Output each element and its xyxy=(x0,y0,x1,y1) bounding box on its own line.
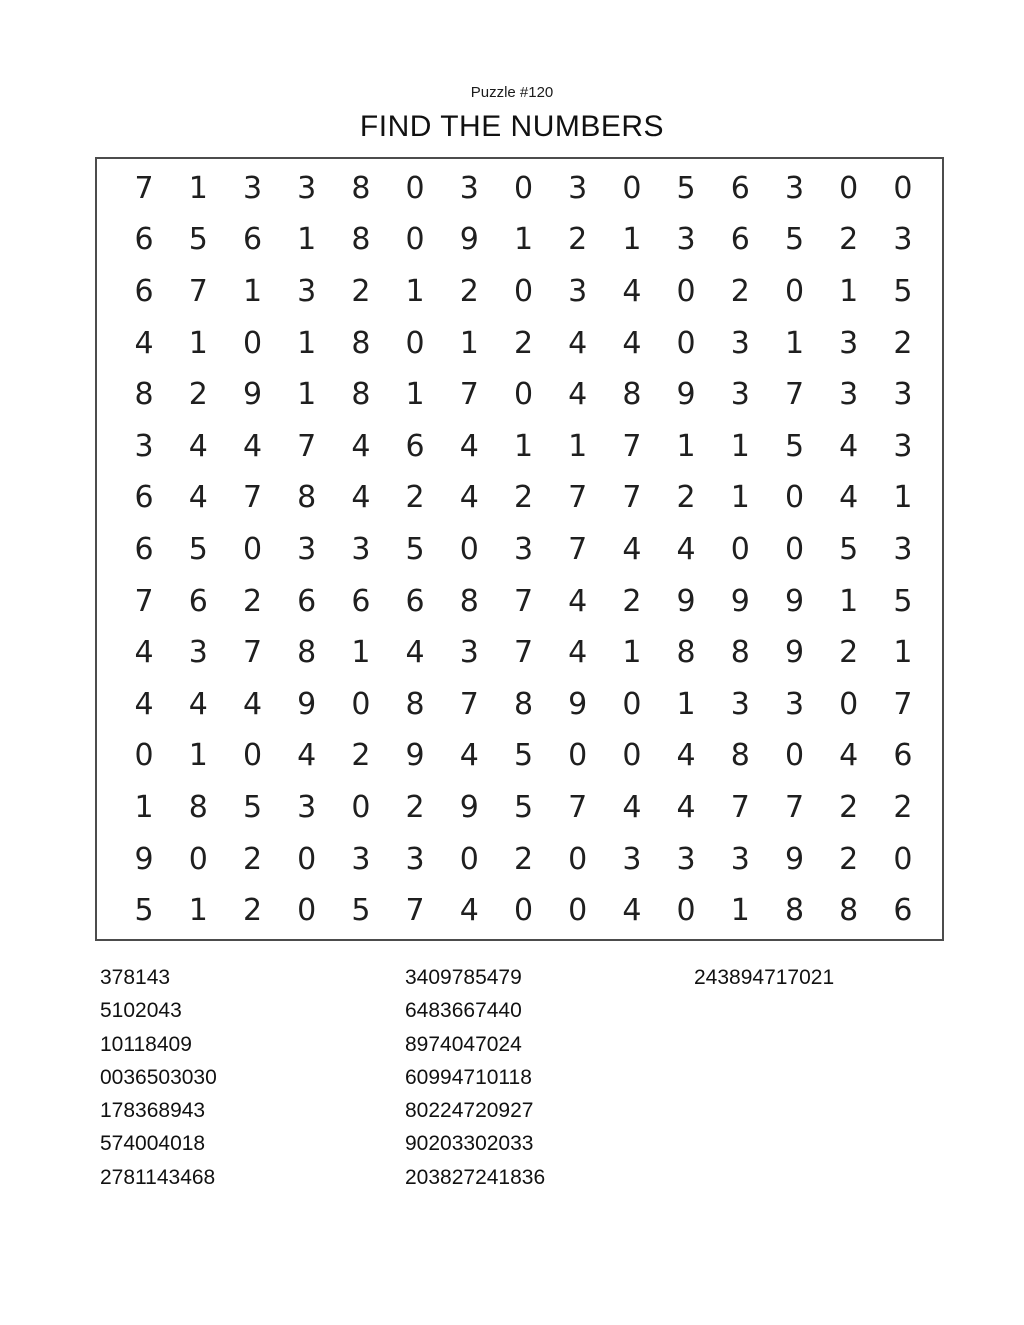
grid-cell: 8 xyxy=(297,480,317,516)
grid-cell: 0 xyxy=(676,893,696,929)
grid-cell: 2 xyxy=(405,789,425,825)
page-title: FIND THE NUMBERS xyxy=(359,110,665,143)
number-list-item: 243894717021 xyxy=(694,966,835,989)
grid-cell: 1 xyxy=(839,273,859,309)
grid-cell: 0 xyxy=(351,789,371,825)
grid-cell: 3 xyxy=(893,377,913,413)
grid-cell: 8 xyxy=(459,583,479,619)
grid-cell: 7 xyxy=(568,480,588,516)
grid-cell: 2 xyxy=(730,273,750,309)
grid-cell: 7 xyxy=(784,789,805,825)
grid-cell: 3 xyxy=(351,531,371,567)
grid-cell: 4 xyxy=(622,789,642,825)
grid-cell: 1 xyxy=(188,170,208,206)
grid-cell: 9 xyxy=(784,841,805,877)
puzzle-number-label: Puzzle #120 xyxy=(470,84,554,101)
grid-cell: 3 xyxy=(676,841,696,877)
grid-cell: 3 xyxy=(676,222,696,258)
grid-cell: 9 xyxy=(242,377,263,413)
grid-cell: 3 xyxy=(730,841,750,877)
grid-cell: 8 xyxy=(676,635,696,671)
grid-cell: 2 xyxy=(242,841,263,877)
grid-cell: 0 xyxy=(568,841,588,877)
grid-cell: 8 xyxy=(351,222,371,258)
grid-cell: 3 xyxy=(568,273,588,309)
grid-cell: 6 xyxy=(134,273,154,309)
grid-cell: 7 xyxy=(242,635,263,671)
grid-cell: 7 xyxy=(134,170,154,206)
grid-cell: 3 xyxy=(513,531,534,567)
grid-cell: 2 xyxy=(839,222,859,258)
number-list-item: 6483667440 xyxy=(405,999,522,1023)
grid-cell: 0 xyxy=(297,893,317,929)
grid-cell: 0 xyxy=(297,841,317,877)
grid-cell: 8 xyxy=(188,789,208,825)
grid-cell: 5 xyxy=(188,531,208,567)
grid-cell: 9 xyxy=(134,841,154,877)
grid-cell: 3 xyxy=(622,841,642,877)
grid-cell: 7 xyxy=(568,531,588,567)
grid-cell: 2 xyxy=(893,325,913,361)
grid-cell: 2 xyxy=(893,789,913,825)
grid-cell: 2 xyxy=(839,841,859,877)
grid-cell: 1 xyxy=(459,325,479,361)
grid-cell: 2 xyxy=(351,273,371,309)
grid-cell: 2 xyxy=(459,273,479,309)
grid-cell: 4 xyxy=(622,325,642,361)
grid-cell: 1 xyxy=(188,325,208,361)
grid-cell: 7 xyxy=(622,480,642,516)
grid-cell: 8 xyxy=(351,170,371,206)
grid-cell: 5 xyxy=(839,531,859,567)
grid-cell: 2 xyxy=(839,789,859,825)
grid-cell: 1 xyxy=(134,789,154,825)
grid-cell: 3 xyxy=(297,170,317,206)
grid-cell: 8 xyxy=(730,738,750,774)
number-list-item: 178368943 xyxy=(100,1099,206,1123)
grid-cell: 3 xyxy=(730,377,750,413)
grid-cell: 3 xyxy=(188,635,208,671)
grid-cell: 3 xyxy=(839,377,859,413)
grid-cell: 7 xyxy=(242,480,263,516)
grid-cell: 8 xyxy=(134,377,154,413)
grid-cell: 7 xyxy=(513,635,534,671)
grid-cell: 1 xyxy=(405,377,425,413)
grid-cell: 4 xyxy=(351,480,371,516)
grid-cell: 5 xyxy=(188,222,208,258)
grid-cell: 5 xyxy=(513,738,534,774)
grid-cell: 0 xyxy=(242,531,263,567)
number-list-column xyxy=(694,961,834,994)
number-list-item: 378143 xyxy=(100,966,171,989)
grid-cell: 8 xyxy=(784,893,805,929)
grid-cell: 2 xyxy=(839,635,859,671)
grid-cell: 1 xyxy=(622,222,642,258)
number-list-item: 203827241836 xyxy=(405,1165,546,1189)
number-list-item: 10118409 xyxy=(100,1032,192,1056)
number-list-column xyxy=(405,961,694,1194)
grid-cell: 1 xyxy=(784,325,805,361)
grid-cell: 3 xyxy=(351,841,371,877)
grid-cell: 0 xyxy=(405,170,425,206)
grid-cell: 2 xyxy=(622,583,642,619)
grid-cell: 4 xyxy=(242,686,263,722)
grid-cell: 0 xyxy=(513,377,534,413)
grid-cell: 6 xyxy=(405,428,425,464)
grid-cell: 6 xyxy=(893,738,913,774)
grid-cell: 0 xyxy=(784,273,805,309)
grid-cell: 7 xyxy=(730,789,750,825)
grid-cell: 6 xyxy=(188,583,208,619)
grid-cell: 3 xyxy=(730,325,750,361)
grid-cell: 8 xyxy=(297,635,317,671)
grid-cell: 4 xyxy=(188,480,208,516)
grid-cell: 2 xyxy=(242,583,263,619)
grid-cell: 7 xyxy=(568,789,588,825)
grid-cell: 4 xyxy=(134,686,154,722)
grid-cell: 3 xyxy=(784,170,805,206)
grid-cell: 9 xyxy=(405,738,425,774)
grid-cell: 2 xyxy=(513,841,534,877)
grid-cell: 4 xyxy=(405,635,425,671)
grid-cell: 0 xyxy=(784,738,805,774)
grid-cell: 3 xyxy=(893,222,913,258)
grid-cell: 4 xyxy=(297,738,317,774)
grid-cell: 1 xyxy=(622,635,642,671)
grid-cell: 0 xyxy=(730,531,750,567)
grid-cell: 4 xyxy=(568,583,588,619)
grid-cell: 4 xyxy=(459,480,479,516)
grid-cell: 8 xyxy=(351,377,371,413)
grid-cell: 3 xyxy=(459,170,479,206)
grid-cell: 2 xyxy=(568,222,588,258)
grid-cell: 0 xyxy=(459,531,479,567)
grid-cell: 3 xyxy=(893,531,913,567)
grid-cell: 6 xyxy=(405,583,425,619)
number-list-item: 5102043 xyxy=(100,999,182,1023)
number-list-item: 2781143468 xyxy=(100,1165,216,1189)
grid-cell: 0 xyxy=(242,738,263,774)
grid-cell: 4 xyxy=(568,377,588,413)
grid-cell: 0 xyxy=(568,738,588,774)
grid-cell: 1 xyxy=(893,480,913,516)
grid-cell: 4 xyxy=(622,273,642,309)
grid-cell: 4 xyxy=(351,428,371,464)
grid-cell: 0 xyxy=(513,273,534,309)
grid-cell: 3 xyxy=(893,428,913,464)
grid-cell: 8 xyxy=(839,893,859,929)
grid-cell: 9 xyxy=(459,222,479,258)
grid-cell: 3 xyxy=(459,635,479,671)
grid-cell: 5 xyxy=(676,170,696,206)
grid-cell: 8 xyxy=(513,686,534,722)
grid-cell: 6 xyxy=(730,222,750,258)
grid-cell: 5 xyxy=(784,222,805,258)
number-list-item: 80224720927 xyxy=(405,1099,534,1123)
grid-cell: 8 xyxy=(730,635,750,671)
grid-cell: 9 xyxy=(730,583,750,619)
grid-cell: 7 xyxy=(459,686,479,722)
grid-cell: 3 xyxy=(134,428,154,464)
grid-cell: 4 xyxy=(676,738,696,774)
grid-cell: 6 xyxy=(730,170,750,206)
grid-cell: 4 xyxy=(242,428,263,464)
grid-cell: 0 xyxy=(676,273,696,309)
grid-cell: 2 xyxy=(242,893,263,929)
grid-cell: 0 xyxy=(134,738,154,774)
grid-cell: 9 xyxy=(568,686,588,722)
number-grid xyxy=(95,157,944,941)
grid-cell: 4 xyxy=(676,789,696,825)
grid-cell: 3 xyxy=(405,841,425,877)
grid-cell: 1 xyxy=(297,377,317,413)
grid-cell: 8 xyxy=(405,686,425,722)
grid-cell: 0 xyxy=(893,841,913,877)
grid-cell: 6 xyxy=(134,531,154,567)
grid-cell: 3 xyxy=(730,686,750,722)
grid-cell: 1 xyxy=(297,222,317,258)
grid-cell: 1 xyxy=(893,635,913,671)
grid-cell: 9 xyxy=(784,583,805,619)
grid-cell: 1 xyxy=(351,635,371,671)
grid-cell: 5 xyxy=(513,789,534,825)
number-list-item: 90203302033 xyxy=(405,1132,534,1156)
grid-cell: 0 xyxy=(188,841,208,877)
grid-cell: 1 xyxy=(730,480,750,516)
grid-cell: 9 xyxy=(676,377,696,413)
grid-cell: 1 xyxy=(730,893,750,929)
grid-cell: 0 xyxy=(784,531,805,567)
grid-cell: 3 xyxy=(297,531,317,567)
grid-cell: 4 xyxy=(459,738,479,774)
grid-cell: 1 xyxy=(188,738,208,774)
grid-cell: 0 xyxy=(839,170,859,206)
grid-cell: 6 xyxy=(134,480,154,516)
grid-cell: 7 xyxy=(297,428,317,464)
grid-cell: 4 xyxy=(459,893,479,929)
grid-cell: 4 xyxy=(839,480,859,516)
grid-cell: 9 xyxy=(784,635,805,671)
grid-cell: 0 xyxy=(676,325,696,361)
grid-cell: 4 xyxy=(676,531,696,567)
grid-cell: 7 xyxy=(622,428,642,464)
grid-cell: 9 xyxy=(459,789,479,825)
grid-cell: 4 xyxy=(188,428,208,464)
number-list-item: 3409785479 xyxy=(405,966,522,989)
grid-cell: 4 xyxy=(134,325,154,361)
grid-cell: 6 xyxy=(351,583,371,619)
grid-cell: 4 xyxy=(839,738,859,774)
grid-cell: 1 xyxy=(405,273,425,309)
grid-cell: 2 xyxy=(513,480,534,516)
grid-cell: 3 xyxy=(839,325,859,361)
grid-cell: 7 xyxy=(134,583,154,619)
grid-cell: 0 xyxy=(351,686,371,722)
grid-cell: 3 xyxy=(568,170,588,206)
grid-cell: 4 xyxy=(568,635,588,671)
grid-cell: 0 xyxy=(513,170,534,206)
grid-cell: 5 xyxy=(893,583,913,619)
grid-cell: 5 xyxy=(405,531,425,567)
grid-cell: 4 xyxy=(839,428,859,464)
number-list-column xyxy=(100,961,405,1194)
grid-cell: 5 xyxy=(351,893,371,929)
grid-cell: 1 xyxy=(839,583,859,619)
grid-cell: 3 xyxy=(242,170,263,206)
grid-cell: 7 xyxy=(784,377,805,413)
grid-cell: 7 xyxy=(513,583,534,619)
grid-cell: 8 xyxy=(622,377,642,413)
grid-cell: 6 xyxy=(134,222,154,258)
number-list-item: 8974047024 xyxy=(405,1032,522,1056)
grid-cell: 5 xyxy=(242,789,263,825)
grid-cell: 7 xyxy=(459,377,479,413)
grid-cell: 4 xyxy=(622,531,642,567)
grid-cell: 0 xyxy=(568,893,588,929)
grid-cell: 2 xyxy=(188,377,208,413)
grid-cell: 1 xyxy=(242,273,263,309)
grid-cell: 0 xyxy=(622,738,642,774)
grid-cell: 7 xyxy=(188,273,208,309)
grid-cell: 4 xyxy=(568,325,588,361)
number-list-item: 0036503030 xyxy=(100,1065,217,1089)
grid-cell: 0 xyxy=(893,170,913,206)
grid-cell: 1 xyxy=(188,893,208,929)
grid-cell: 2 xyxy=(676,480,696,516)
grid-cell: 0 xyxy=(459,841,479,877)
grid-cell: 3 xyxy=(784,686,805,722)
grid-cell: 3 xyxy=(297,273,317,309)
grid-cell: 2 xyxy=(405,480,425,516)
grid-cell: 1 xyxy=(730,428,750,464)
number-list-item: 574004018 xyxy=(100,1132,206,1156)
numbers-to-find-list xyxy=(100,961,960,1194)
grid-cell: 2 xyxy=(513,325,534,361)
grid-cell: 9 xyxy=(676,583,696,619)
grid-cell: 3 xyxy=(297,789,317,825)
grid-cell: 0 xyxy=(242,325,263,361)
grid-cell: 5 xyxy=(784,428,805,464)
grid-cell: 1 xyxy=(676,686,696,722)
grid-cell: 6 xyxy=(893,893,913,929)
grid-cell: 1 xyxy=(513,428,534,464)
grid-cell: 0 xyxy=(622,170,642,206)
grid-cell: 4 xyxy=(622,893,642,929)
grid-cell: 0 xyxy=(513,893,534,929)
grid-cell: 0 xyxy=(784,480,805,516)
grid-cell: 8 xyxy=(351,325,371,361)
grid-cell: 4 xyxy=(134,635,154,671)
grid-cell: 9 xyxy=(297,686,317,722)
grid-cell: 7 xyxy=(405,893,425,929)
grid-cell: 5 xyxy=(134,893,154,929)
grid-cell: 5 xyxy=(893,273,913,309)
grid-cell: 0 xyxy=(405,325,425,361)
grid-cell: 7 xyxy=(893,686,913,722)
grid-cell: 6 xyxy=(242,222,263,258)
grid-cell: 0 xyxy=(839,686,859,722)
grid-cell: 1 xyxy=(513,222,534,258)
grid-cell: 0 xyxy=(622,686,642,722)
grid-cell: 1 xyxy=(297,325,317,361)
grid-cell: 0 xyxy=(405,222,425,258)
number-list-item: 60994710118 xyxy=(405,1065,532,1089)
grid-cell: 4 xyxy=(459,428,479,464)
grid-cell: 1 xyxy=(676,428,696,464)
grid-cell: 1 xyxy=(568,428,588,464)
grid-cell: 2 xyxy=(351,738,371,774)
grid-cell: 4 xyxy=(188,686,208,722)
grid-cell: 6 xyxy=(297,583,317,619)
